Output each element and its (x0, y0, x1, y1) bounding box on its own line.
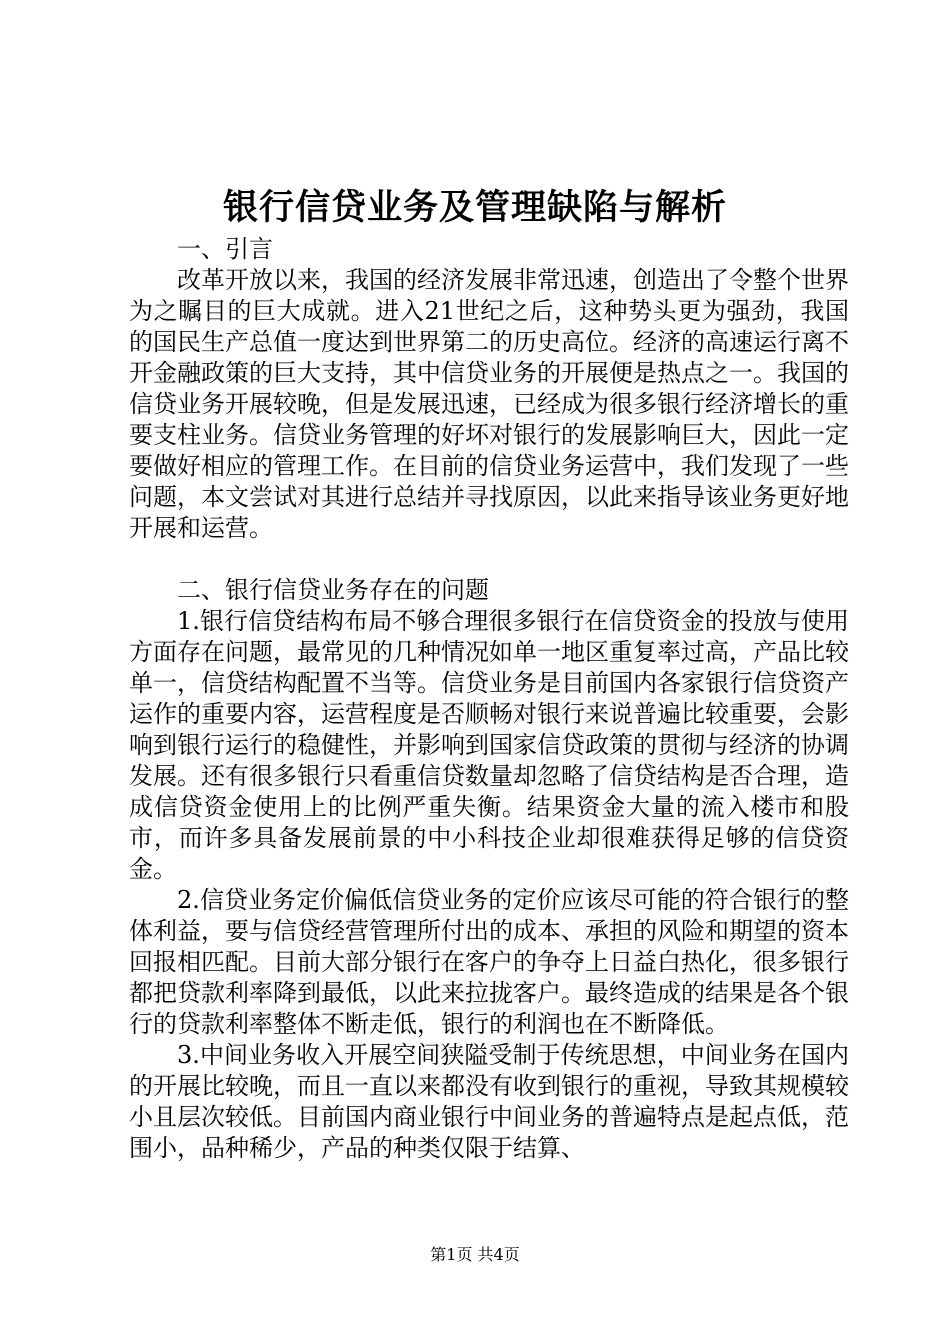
paragraph-spacer (129, 544, 849, 575)
paragraph-problem-1: 1.银行信贷结构布局不够合理很多银行在信贷资金的投放与使用方面存在问题，最常见的几种情况如单一地区重复率过高，产品比较单一，信贷结构配置不当等。信贷业务是目前国内各家银行信贷资产运作的重要内容，运营程度是否顺畅对银行来说普遍比较重要，会影响到银行运行的稳健性，并影响到国家信贷政策的贯彻与经济的协调发展。还有很多银行只看重信贷数量却忽略了信贷结构是否合理，造成信贷资金使用上的比例严重失衡。结果资金大量的流入楼市和股市，而许多具备发展前景的中小科技企业却很难获得足够的信贷资金。 (129, 607, 849, 883)
document-title: 银行信贷业务及管理缺陷与解析 (222, 187, 727, 228)
paragraph-problem-3: 3.中间业务收入开展空间狭隘受制于传统思想，中间业务在国内的开展比较晚，而且一直以来都没有收到银行的重视，导致其规模较小且层次较低。目前国内商业银行中间业务的普遍特点是起点低，范围小，品种稀少，产品的种类仅限于结算、 (129, 1041, 849, 1162)
section-heading-problems: 二、银行信贷业务存在的问题 (177, 576, 489, 604)
paragraph-problem-2: 2.信贷业务定价偏低信贷业务的定价应该尽可能的符合银行的整体利益，要与信贷经营管理所付出的成本、承担的风险和期望的资本回报相匹配。目前大部分银行在客户的争夺上日益白热化，很多银行都把贷款利率降到最低，以此来拉拢客户。最终造成的结果是各个银行的贷款利率整体不断走低，银行的利润也在不断降低。 (129, 886, 849, 1038)
section-heading-intro: 一、引言 (177, 235, 273, 263)
document-body (129, 234, 849, 1164)
paragraph-intro: 改革开放以来，我国的经济发展非常迅速，创造出了令整个世界为之瞩目的巨大成就。进入21世纪之后，这种势头更为强劲，我国的国民生产总值一度达到世界第二的历史高位。经济的高速运行离不开金融政策的巨大支持，其中信贷业务的开展便是热点之一。我国的信贷业务开展较晚，但是发展迅速，已经成为很多银行经济增长的重要支柱业务。信贷业务管理的好坏对银行的发展影响巨大，因此一定要做好相应的管理工作。在目前的信贷业务运营中，我们发现了一些问题，本文尝试对其进行总结并寻找原因，以此来指导该业务更好地开展和运营。 (129, 266, 849, 542)
page-footer: 第1页 共4页 (430, 1245, 520, 1264)
